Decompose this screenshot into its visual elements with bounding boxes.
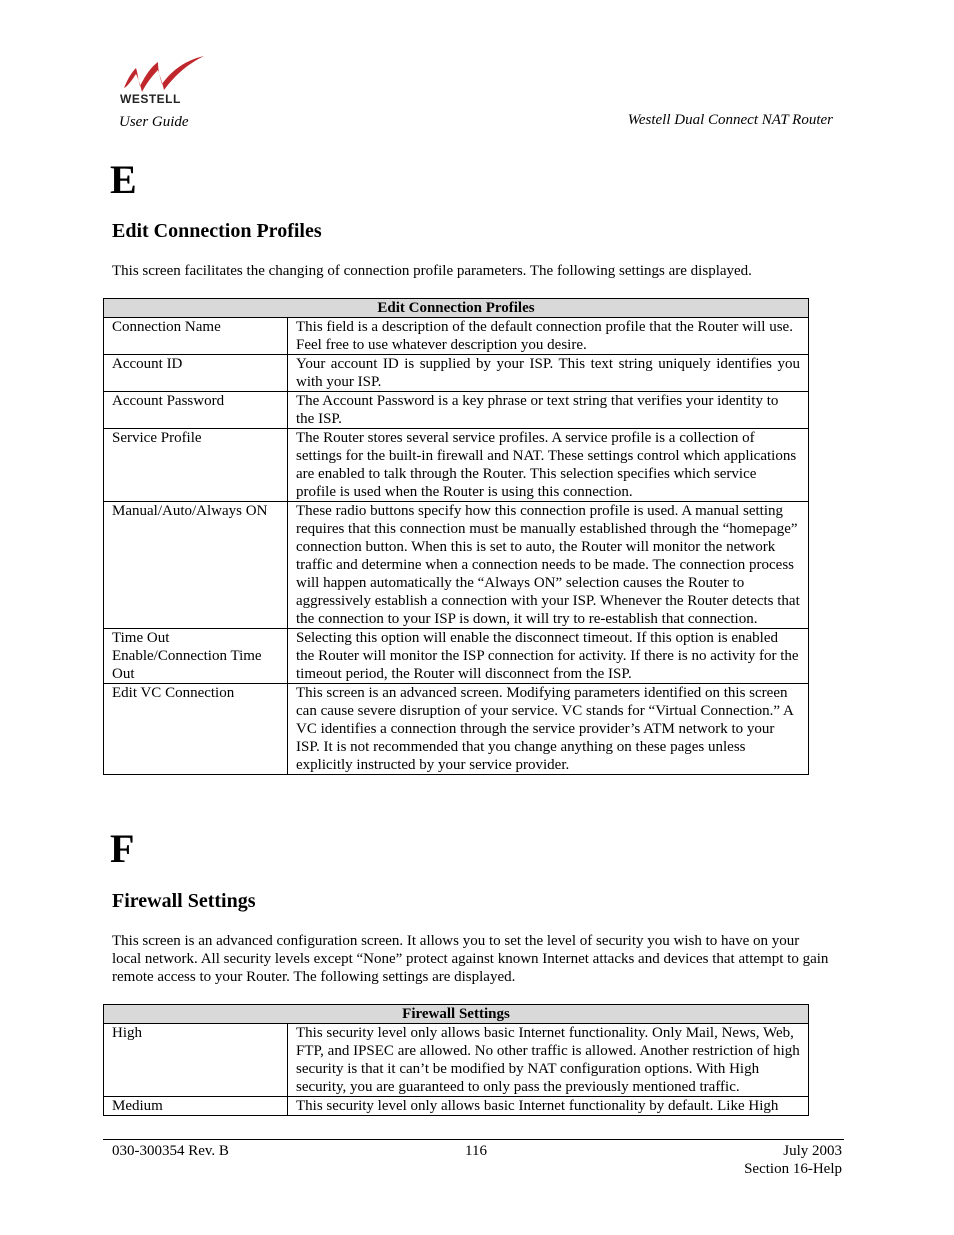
setting-name: Account Password [104, 392, 288, 429]
setting-description: Selecting this option will enable the disconnect timeout. If this option is enabled the Router will monitor the ISP connection for activity. If there is no activity for the timeout period, the Router will disconnect from the ISP. [288, 629, 809, 684]
footer-section: Section 16-Help [744, 1161, 842, 1177]
heading-edit-connection-profiles: Edit Connection Profiles [112, 220, 322, 242]
setting-description: This field is a description of the default connection profile that the Router will use. Feel free to use whatever description you desire. [288, 318, 809, 355]
setting-name: Edit VC Connection [104, 684, 288, 775]
setting-name: High [104, 1024, 288, 1097]
heading-firewall-settings: Firewall Settings [112, 890, 256, 912]
setting-name: Medium [104, 1097, 288, 1116]
setting-name: Service Profile [104, 429, 288, 502]
footer-doc-number: 030-300354 Rev. B [112, 1143, 229, 1159]
setting-name: Manual/Auto/Always ON [104, 502, 288, 629]
footer-page-number: 116 [465, 1143, 487, 1159]
logo-text: WESTELL [120, 92, 181, 106]
footer-date: July 2003 [783, 1143, 842, 1159]
setting-description: The Router stores several service profiles. A service profile is a collection of settings for the built-in firewall and NAT. These settings control which applications are enabled to talk through the Router. This selection specifies which service profile is used when the Router is using this connection. [288, 429, 809, 502]
setting-name: Account ID [104, 355, 288, 392]
footer-rule [103, 1139, 844, 1140]
table-row [104, 1097, 809, 1116]
section-letter-f: F [110, 826, 135, 871]
intro-firewall-settings: This screen is an advanced configuration screen. It allows you to set the level of security you wish to have on your local network. All security levels except “None” protect against known Internet attacks and devices that attempt to gain remote access to your Router. The following settings are displayed. [112, 933, 829, 985]
setting-description: This security level only allows basic Internet functionality. Only Mail, News, Web, FTP, and IPSEC are allowed. No other traffic is allowed. Another restriction of high security is that it can’t be modified by NAT configuration options. With High security, you are guaranteed to only pass the previously mentioned traffic. [288, 1024, 809, 1097]
setting-description: This security level only allows basic Internet functionality by default. Like High [288, 1097, 809, 1116]
intro-edit-connection-profiles: This screen facilitates the changing of connection profile parameters. The following settings are displayed. [112, 263, 752, 279]
setting-description: These radio buttons specify how this connection profile is used. A manual setting requires that this connection must be manually established through the “homepage” connection button. When this is set to auto, the Router will monitor the network traffic and determine when a connection needs to be made. The connection process will happen automatically the “Always ON” selection causes the Router to aggressively establish a connection with your ISP. Whenever the Router detects that the connection to your ISP is down, it will try to re-establish that connection. [288, 502, 809, 629]
setting-name: Time Out Enable/Connection Time Out [104, 629, 288, 684]
setting-description: Your account ID is supplied by your ISP. This text string uniquely identifies you with your ISP. [288, 355, 809, 392]
table-title: Firewall Settings [104, 1005, 809, 1024]
setting-description: The Account Password is a key phrase or text string that verifies your identity to the ISP. [288, 392, 809, 429]
setting-name: Connection Name [104, 318, 288, 355]
table-title: Edit Connection Profiles [104, 299, 809, 318]
setting-description: This screen is an advanced screen. Modifying parameters identified on this screen can cause severe disruption of your service. VC stands for “Virtual Connection.” A VC identifies a connection through the service provider’s ATM network to your ISP. It is not recommended that you change anything on these pages unless explicitly instructed by your service provider. [288, 684, 809, 775]
firewall-settings-table [103, 1004, 809, 1116]
footer-right [744, 1142, 842, 1178]
table-row [104, 1024, 809, 1097]
section-letter-e: E [110, 157, 137, 202]
header-left: User Guide [119, 114, 189, 130]
header-right: Westell Dual Connect NAT Router [627, 112, 833, 128]
